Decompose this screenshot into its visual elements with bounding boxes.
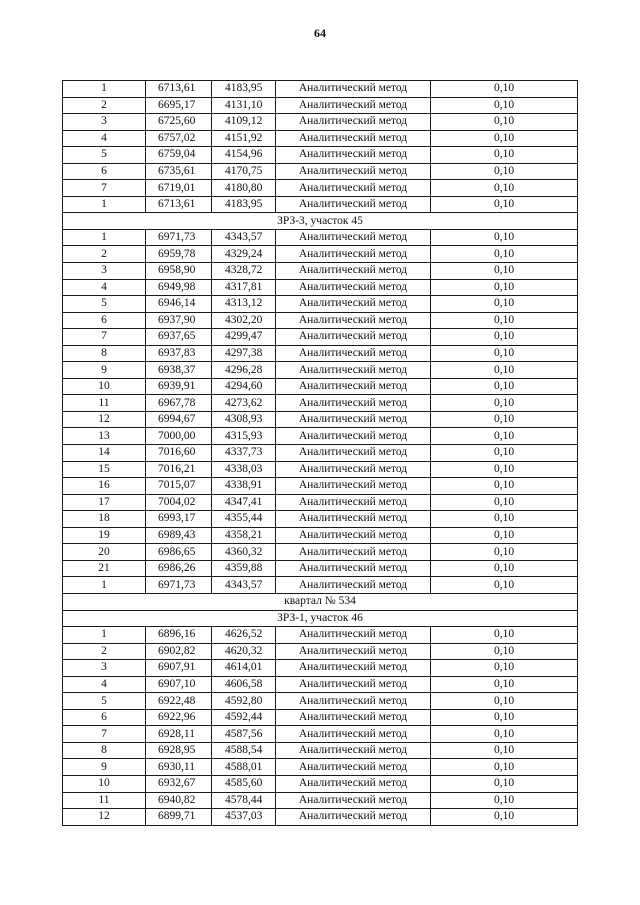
x-coordinate: 6930,11 [146, 759, 212, 776]
x-coordinate: 6713,61 [146, 196, 212, 213]
accuracy-cell: 0,10 [431, 395, 578, 412]
x-coordinate: 6713,61 [146, 81, 212, 98]
method-cell: Аналитический метод [276, 81, 431, 98]
y-coordinate: 4360,32 [212, 544, 276, 561]
x-coordinate: 6899,71 [146, 809, 212, 826]
accuracy-cell: 0,10 [431, 411, 578, 428]
point-number: 4 [63, 279, 146, 296]
table-row [63, 511, 578, 528]
table-row [63, 544, 578, 561]
method-cell: Аналитический метод [276, 676, 431, 693]
table-row [63, 345, 578, 362]
accuracy-cell: 0,10 [431, 726, 578, 743]
y-coordinate: 4585,60 [212, 775, 276, 792]
point-number: 1 [63, 229, 146, 246]
x-coordinate: 7016,60 [146, 445, 212, 462]
point-number: 4 [63, 676, 146, 693]
point-number: 21 [63, 560, 146, 577]
method-cell: Аналитический метод [276, 709, 431, 726]
x-coordinate: 6937,65 [146, 329, 212, 346]
table-row [63, 527, 578, 544]
y-coordinate: 4302,20 [212, 312, 276, 329]
method-cell: Аналитический метод [276, 809, 431, 826]
y-coordinate: 4358,21 [212, 527, 276, 544]
x-coordinate: 6989,43 [146, 527, 212, 544]
point-number: 15 [63, 461, 146, 478]
y-coordinate: 4614,01 [212, 660, 276, 677]
accuracy-cell: 0,10 [431, 577, 578, 594]
table-row [63, 147, 578, 164]
accuracy-cell: 0,10 [431, 130, 578, 147]
table-row [63, 130, 578, 147]
section-header-row [63, 610, 578, 627]
point-number: 18 [63, 511, 146, 528]
y-coordinate: 4183,95 [212, 81, 276, 98]
table-row [63, 180, 578, 197]
table-row [63, 263, 578, 280]
point-number: 1 [63, 196, 146, 213]
y-coordinate: 4299,47 [212, 329, 276, 346]
accuracy-cell: 0,10 [431, 81, 578, 98]
point-number: 4 [63, 130, 146, 147]
method-cell: Аналитический метод [276, 411, 431, 428]
x-coordinate: 6959,78 [146, 246, 212, 263]
x-coordinate: 6932,67 [146, 775, 212, 792]
method-cell: Аналитический метод [276, 742, 431, 759]
accuracy-cell: 0,10 [431, 693, 578, 710]
x-coordinate: 6922,96 [146, 709, 212, 726]
y-coordinate: 4315,93 [212, 428, 276, 445]
method-cell: Аналитический метод [276, 246, 431, 263]
method-cell: Аналитический метод [276, 627, 431, 644]
x-coordinate: 6907,91 [146, 660, 212, 677]
method-cell: Аналитический метод [276, 726, 431, 743]
point-number: 11 [63, 792, 146, 809]
x-coordinate: 6902,82 [146, 643, 212, 660]
page-number: 64 [314, 26, 326, 40]
table-row [63, 246, 578, 263]
y-coordinate: 4338,03 [212, 461, 276, 478]
point-number: 3 [63, 263, 146, 280]
point-number: 2 [63, 643, 146, 660]
point-number: 17 [63, 494, 146, 511]
y-coordinate: 4588,01 [212, 759, 276, 776]
accuracy-cell: 0,10 [431, 362, 578, 379]
y-coordinate: 4308,93 [212, 411, 276, 428]
x-coordinate: 7015,07 [146, 478, 212, 495]
point-number: 20 [63, 544, 146, 561]
y-coordinate: 4294,60 [212, 378, 276, 395]
x-coordinate: 6993,17 [146, 511, 212, 528]
table-row [63, 196, 578, 213]
accuracy-cell: 0,10 [431, 676, 578, 693]
y-coordinate: 4359,88 [212, 560, 276, 577]
accuracy-cell: 0,10 [431, 97, 578, 114]
section-header-row [63, 213, 578, 230]
y-coordinate: 4131,10 [212, 97, 276, 114]
method-cell: Аналитический метод [276, 279, 431, 296]
method-cell: Аналитический метод [276, 163, 431, 180]
table-row [63, 676, 578, 693]
y-coordinate: 4109,12 [212, 114, 276, 131]
method-cell: Аналитический метод [276, 147, 431, 164]
y-coordinate: 4355,44 [212, 511, 276, 528]
point-number: 8 [63, 742, 146, 759]
accuracy-cell: 0,10 [431, 759, 578, 776]
coordinates-table-body [63, 81, 578, 826]
y-coordinate: 4170,75 [212, 163, 276, 180]
method-cell: Аналитический метод [276, 296, 431, 313]
accuracy-cell: 0,10 [431, 296, 578, 313]
section-title: ЗРЗ-1, участок 46 [63, 610, 578, 627]
point-number: 3 [63, 114, 146, 131]
point-number: 9 [63, 759, 146, 776]
method-cell: Аналитический метод [276, 693, 431, 710]
accuracy-cell: 0,10 [431, 114, 578, 131]
accuracy-cell: 0,10 [431, 511, 578, 528]
y-coordinate: 4313,12 [212, 296, 276, 313]
accuracy-cell: 0,10 [431, 163, 578, 180]
y-coordinate: 4606,58 [212, 676, 276, 693]
section-title: ЗРЗ-3, участок 45 [63, 213, 578, 230]
accuracy-cell: 0,10 [431, 792, 578, 809]
x-coordinate: 6986,65 [146, 544, 212, 561]
point-number: 12 [63, 809, 146, 826]
method-cell: Аналитический метод [276, 312, 431, 329]
accuracy-cell: 0,10 [431, 312, 578, 329]
accuracy-cell: 0,10 [431, 445, 578, 462]
point-number: 7 [63, 180, 146, 197]
accuracy-cell: 0,10 [431, 263, 578, 280]
point-number: 2 [63, 246, 146, 263]
y-coordinate: 4180,80 [212, 180, 276, 197]
accuracy-cell: 0,10 [431, 246, 578, 263]
table-row [63, 478, 578, 495]
accuracy-cell: 0,10 [431, 229, 578, 246]
table-row [63, 312, 578, 329]
table-row [63, 759, 578, 776]
point-number: 9 [63, 362, 146, 379]
accuracy-cell: 0,10 [431, 544, 578, 561]
table-row [63, 279, 578, 296]
x-coordinate: 6759,04 [146, 147, 212, 164]
accuracy-cell: 0,10 [431, 643, 578, 660]
point-number: 1 [63, 627, 146, 644]
method-cell: Аналитический метод [276, 114, 431, 131]
point-number: 6 [63, 709, 146, 726]
method-cell: Аналитический метод [276, 395, 431, 412]
x-coordinate: 6940,82 [146, 792, 212, 809]
method-cell: Аналитический метод [276, 428, 431, 445]
method-cell: Аналитический метод [276, 445, 431, 462]
accuracy-cell: 0,10 [431, 660, 578, 677]
method-cell: Аналитический метод [276, 494, 431, 511]
method-cell: Аналитический метод [276, 329, 431, 346]
point-number: 3 [63, 660, 146, 677]
point-number: 12 [63, 411, 146, 428]
table-row [63, 494, 578, 511]
point-number: 14 [63, 445, 146, 462]
accuracy-cell: 0,10 [431, 279, 578, 296]
table-row [63, 577, 578, 594]
table-row [63, 163, 578, 180]
x-coordinate: 6725,60 [146, 114, 212, 131]
y-coordinate: 4151,92 [212, 130, 276, 147]
y-coordinate: 4183,95 [212, 196, 276, 213]
x-coordinate: 6907,10 [146, 676, 212, 693]
method-cell: Аналитический метод [276, 511, 431, 528]
point-number: 2 [63, 97, 146, 114]
accuracy-cell: 0,10 [431, 180, 578, 197]
point-number: 6 [63, 312, 146, 329]
x-coordinate: 6986,26 [146, 560, 212, 577]
accuracy-cell: 0,10 [431, 775, 578, 792]
accuracy-cell: 0,10 [431, 378, 578, 395]
table-row [63, 428, 578, 445]
x-coordinate: 6958,90 [146, 263, 212, 280]
section-title: квартал № 534 [63, 593, 578, 610]
y-coordinate: 4537,03 [212, 809, 276, 826]
table-row [63, 97, 578, 114]
method-cell: Аналитический метод [276, 461, 431, 478]
y-coordinate: 4154,96 [212, 147, 276, 164]
point-number: 13 [63, 428, 146, 445]
accuracy-cell: 0,10 [431, 494, 578, 511]
x-coordinate: 6994,67 [146, 411, 212, 428]
method-cell: Аналитический метод [276, 660, 431, 677]
y-coordinate: 4273,62 [212, 395, 276, 412]
x-coordinate: 6735,61 [146, 163, 212, 180]
accuracy-cell: 0,10 [431, 527, 578, 544]
point-number: 1 [63, 81, 146, 98]
table-row [63, 81, 578, 98]
y-coordinate: 4578,44 [212, 792, 276, 809]
accuracy-cell: 0,10 [431, 461, 578, 478]
table-row [63, 560, 578, 577]
y-coordinate: 4343,57 [212, 577, 276, 594]
table-row [63, 775, 578, 792]
table-row [63, 329, 578, 346]
x-coordinate: 6896,16 [146, 627, 212, 644]
accuracy-cell: 0,10 [431, 147, 578, 164]
y-coordinate: 4626,52 [212, 627, 276, 644]
x-coordinate: 6719,01 [146, 180, 212, 197]
point-number: 16 [63, 478, 146, 495]
x-coordinate: 6939,91 [146, 378, 212, 395]
y-coordinate: 4317,81 [212, 279, 276, 296]
table-row [63, 693, 578, 710]
y-coordinate: 4347,41 [212, 494, 276, 511]
table-row [63, 378, 578, 395]
method-cell: Аналитический метод [276, 180, 431, 197]
method-cell: Аналитический метод [276, 97, 431, 114]
y-coordinate: 4338,91 [212, 478, 276, 495]
accuracy-cell: 0,10 [431, 478, 578, 495]
method-cell: Аналитический метод [276, 544, 431, 561]
y-coordinate: 4588,54 [212, 742, 276, 759]
x-coordinate: 6937,90 [146, 312, 212, 329]
x-coordinate: 6922,48 [146, 693, 212, 710]
table-row [63, 229, 578, 246]
point-number: 19 [63, 527, 146, 544]
method-cell: Аналитический метод [276, 577, 431, 594]
x-coordinate: 6946,14 [146, 296, 212, 313]
point-number: 6 [63, 163, 146, 180]
method-cell: Аналитический метод [276, 643, 431, 660]
table-row [63, 809, 578, 826]
point-number: 8 [63, 345, 146, 362]
accuracy-cell: 0,10 [431, 627, 578, 644]
table-row [63, 726, 578, 743]
x-coordinate: 6971,73 [146, 577, 212, 594]
method-cell: Аналитический метод [276, 527, 431, 544]
point-number: 5 [63, 147, 146, 164]
y-coordinate: 4587,56 [212, 726, 276, 743]
accuracy-cell: 0,10 [431, 196, 578, 213]
table-row [63, 445, 578, 462]
point-number: 5 [63, 693, 146, 710]
y-coordinate: 4328,72 [212, 263, 276, 280]
table-row [63, 461, 578, 478]
point-number: 1 [63, 577, 146, 594]
method-cell: Аналитический метод [276, 378, 431, 395]
x-coordinate: 6928,11 [146, 726, 212, 743]
table-row [63, 411, 578, 428]
point-number: 11 [63, 395, 146, 412]
method-cell: Аналитический метод [276, 196, 431, 213]
accuracy-cell: 0,10 [431, 329, 578, 346]
point-number: 7 [63, 726, 146, 743]
point-number: 5 [63, 296, 146, 313]
table-row [63, 742, 578, 759]
method-cell: Аналитический метод [276, 130, 431, 147]
table-row [63, 643, 578, 660]
x-coordinate: 7004,02 [146, 494, 212, 511]
table-row [63, 627, 578, 644]
table-row [63, 792, 578, 809]
y-coordinate: 4592,44 [212, 709, 276, 726]
point-number: 7 [63, 329, 146, 346]
x-coordinate: 6971,73 [146, 229, 212, 246]
accuracy-cell: 0,10 [431, 345, 578, 362]
section-header-row [63, 593, 578, 610]
accuracy-cell: 0,10 [431, 809, 578, 826]
table-row [63, 296, 578, 313]
y-coordinate: 4297,38 [212, 345, 276, 362]
x-coordinate: 6938,37 [146, 362, 212, 379]
x-coordinate: 7000,00 [146, 428, 212, 445]
method-cell: Аналитический метод [276, 263, 431, 280]
table-row [63, 114, 578, 131]
x-coordinate: 7016,21 [146, 461, 212, 478]
method-cell: Аналитический метод [276, 792, 431, 809]
point-number: 10 [63, 378, 146, 395]
method-cell: Аналитический метод [276, 560, 431, 577]
x-coordinate: 6937,83 [146, 345, 212, 362]
method-cell: Аналитический метод [276, 345, 431, 362]
accuracy-cell: 0,10 [431, 709, 578, 726]
method-cell: Аналитический метод [276, 478, 431, 495]
x-coordinate: 6949,98 [146, 279, 212, 296]
x-coordinate: 6967,78 [146, 395, 212, 412]
y-coordinate: 4337,73 [212, 445, 276, 462]
y-coordinate: 4620,32 [212, 643, 276, 660]
x-coordinate: 6757,02 [146, 130, 212, 147]
y-coordinate: 4592,80 [212, 693, 276, 710]
point-number: 10 [63, 775, 146, 792]
accuracy-cell: 0,10 [431, 742, 578, 759]
table-row [63, 395, 578, 412]
x-coordinate: 6695,17 [146, 97, 212, 114]
table-row [63, 362, 578, 379]
y-coordinate: 4296,28 [212, 362, 276, 379]
accuracy-cell: 0,10 [431, 560, 578, 577]
method-cell: Аналитический метод [276, 229, 431, 246]
table-row [63, 660, 578, 677]
table-row [63, 709, 578, 726]
y-coordinate: 4329,24 [212, 246, 276, 263]
method-cell: Аналитический метод [276, 362, 431, 379]
accuracy-cell: 0,10 [431, 428, 578, 445]
coordinates-table [62, 80, 578, 826]
x-coordinate: 6928,95 [146, 742, 212, 759]
y-coordinate: 4343,57 [212, 229, 276, 246]
method-cell: Аналитический метод [276, 759, 431, 776]
method-cell: Аналитический метод [276, 775, 431, 792]
